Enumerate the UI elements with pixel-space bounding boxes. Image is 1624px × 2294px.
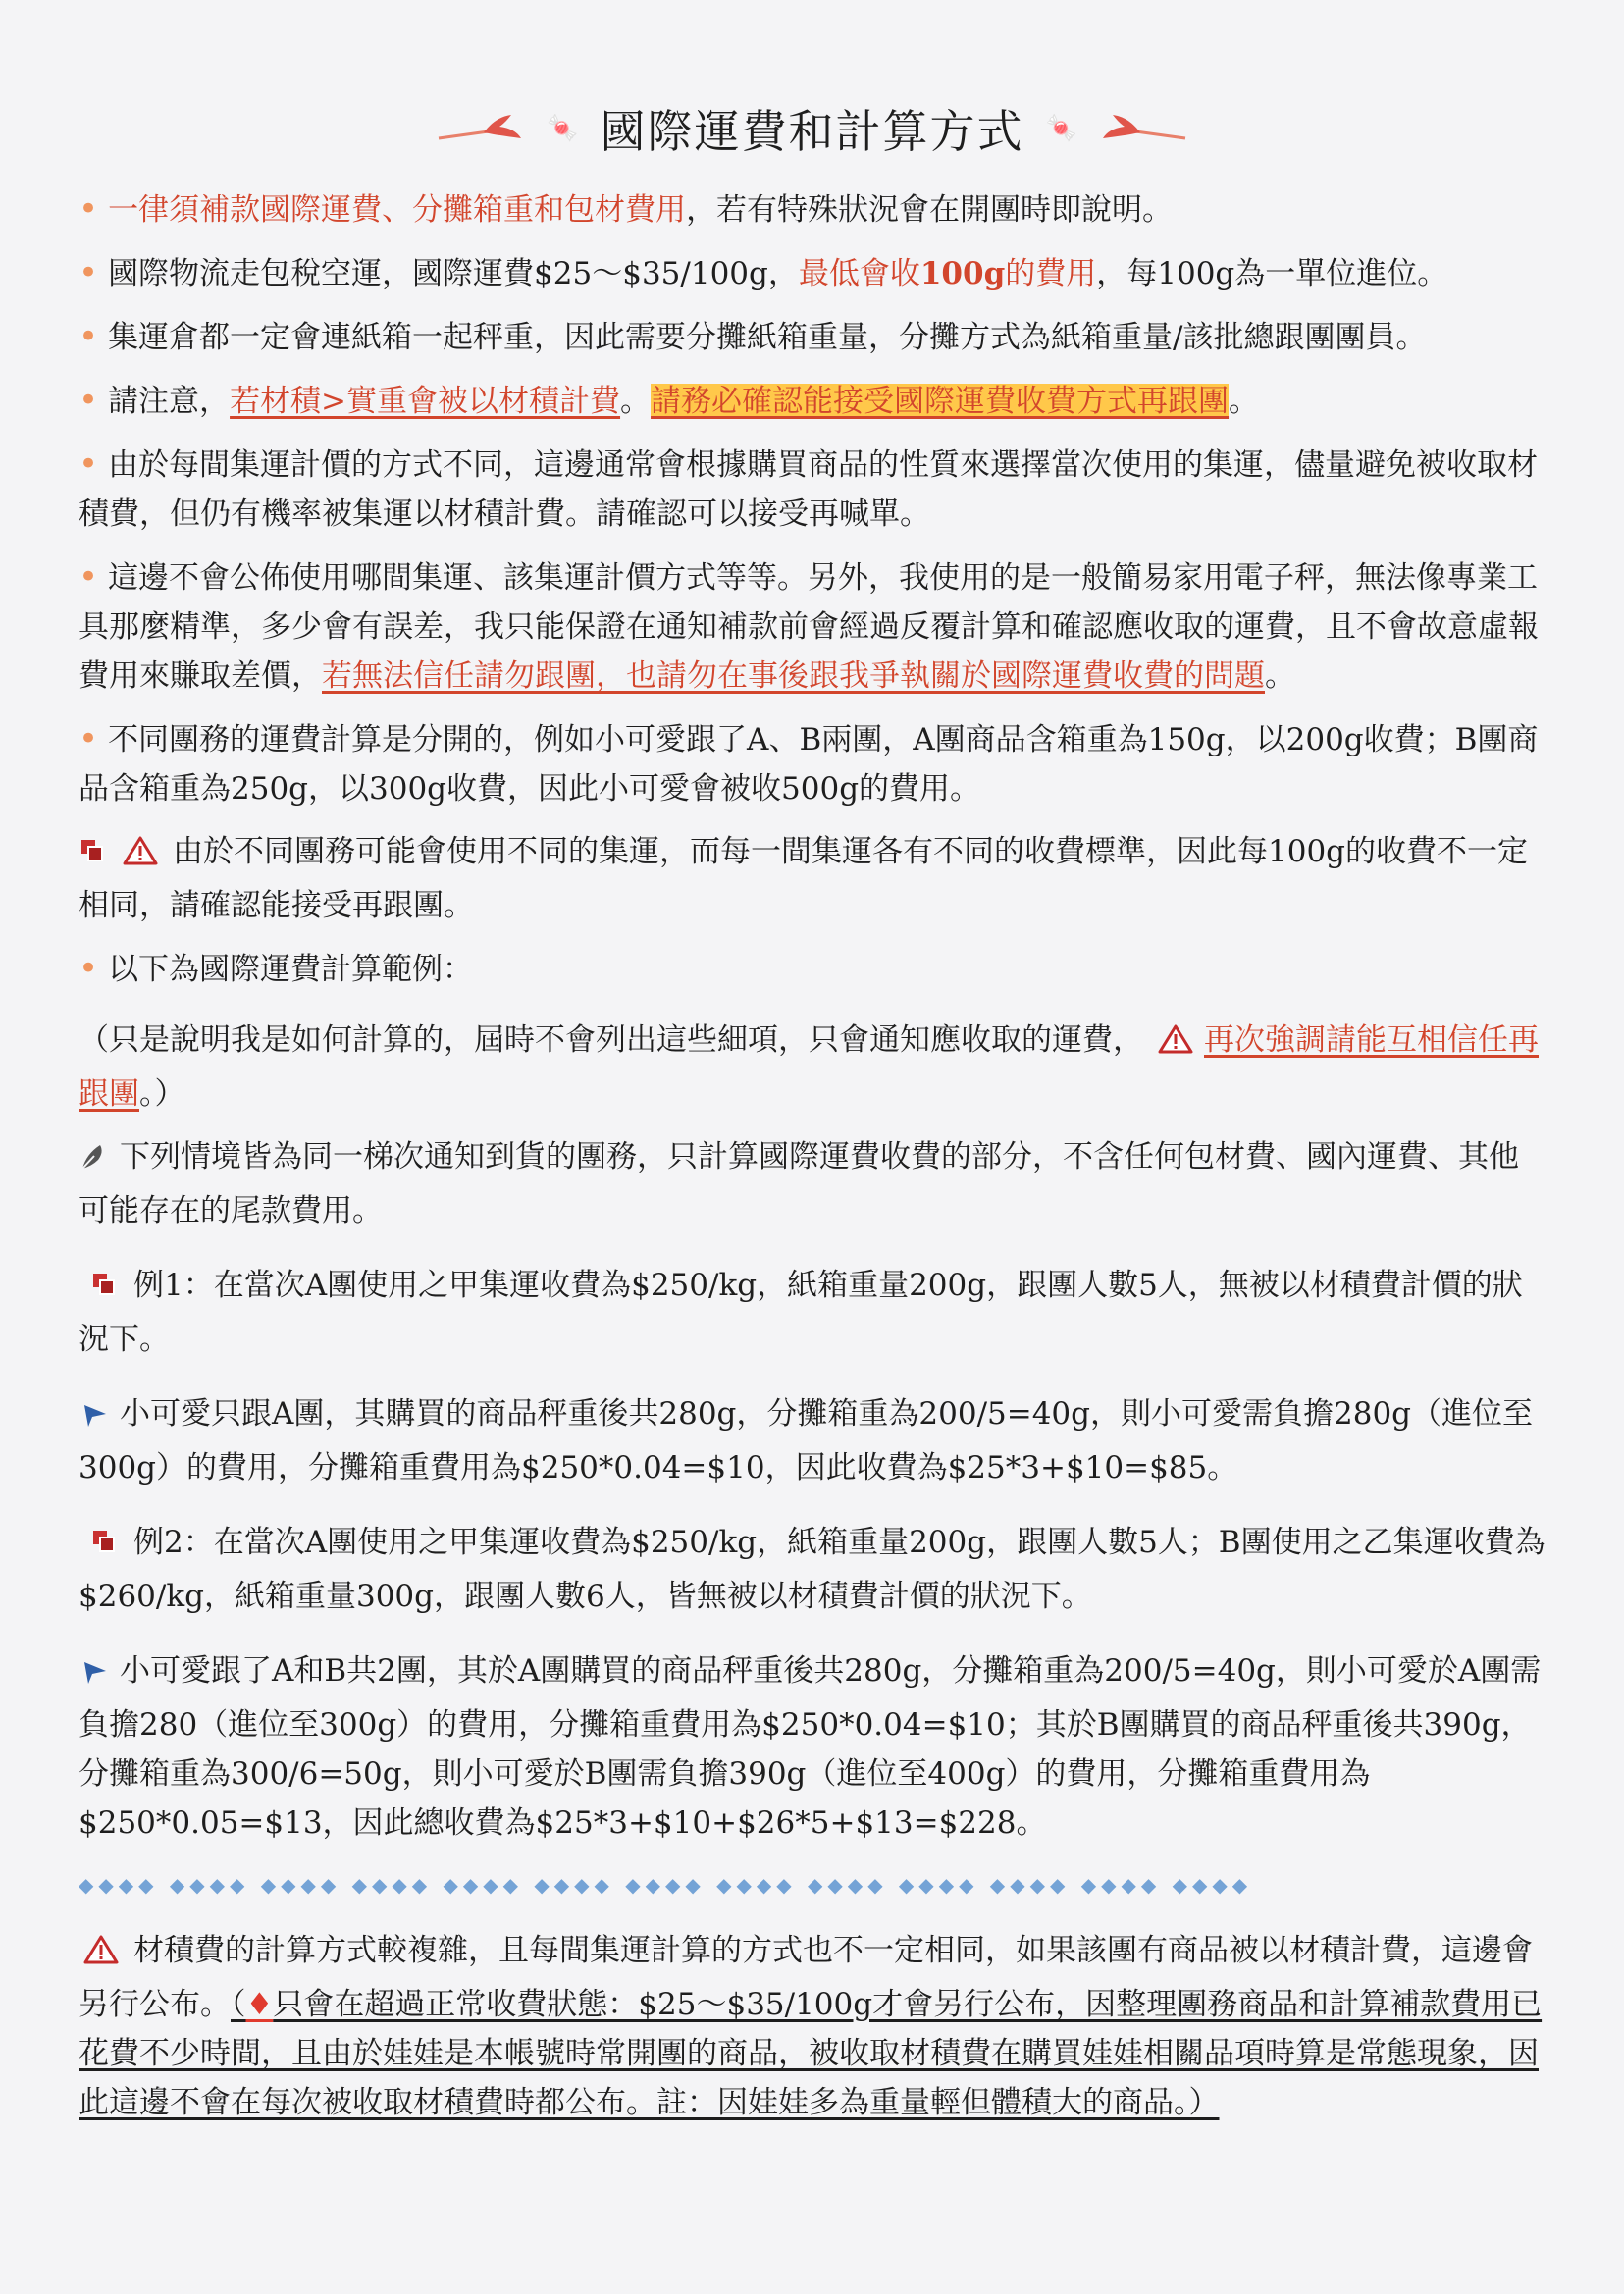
warning-icon bbox=[122, 832, 159, 881]
diamond-icon: ♦ bbox=[245, 1987, 274, 2022]
paragraph-1: • 一律須補款國際運費、分攤箱重和包材費用，若有特殊狀況會在開團時即說明。 bbox=[79, 189, 1174, 229]
copy-icon bbox=[90, 1523, 120, 1572]
arrow-icon bbox=[82, 1651, 108, 1700]
diamond-divider: ◆◆◆◆ ◆◆◆◆ ◆◆◆◆ ◆◆◆◆ ◆◆◆◆ ◆◆◆◆ ◆◆◆◆ ◆◆◆◆ ◆◆◆◆ ◆◆◆◆ ◆◆◆◆ ◆◆◆◆ ◆◆◆◆ bbox=[79, 1873, 1253, 1897]
pen-icon bbox=[79, 1137, 110, 1186]
paragraph-4: • 請注意，若材積>實重會被以材積計費。請務必確認能接受國際運費收費方式再跟團。 bbox=[79, 381, 1260, 420]
bird-icon bbox=[437, 109, 525, 148]
bullet-icon: • bbox=[79, 253, 99, 292]
bird-icon bbox=[1099, 109, 1187, 148]
bullet-icon: • bbox=[79, 949, 99, 988]
bullet-icon: • bbox=[79, 381, 99, 420]
page-title: 國際運費和計算方式 bbox=[600, 105, 1024, 158]
candy-icon: 🍬 bbox=[547, 114, 579, 143]
paragraph-8: 由於不同團務可能會使用不同的集運，而每一間集運各有不同的收費標準，因此每100g的收費不一定相同，請確認能接受再跟團。 bbox=[79, 834, 1529, 923]
paragraph-6: • 這邊不會公佈使用哪間集運、該集運計價方式等等。另外，我使用的是一般簡易家用電子秤，無法像專業工具那麼精準，多少會有誤差，我只能保證在通知補款前會經過反覆計算和確認應收取的運費，且不會故意虛報費用來賺取差價，若無法信任請勿跟團，也請勿在事後跟我爭執關於國際運費收費的問題。 bbox=[79, 557, 1539, 694]
bullet-icon: • bbox=[79, 189, 99, 229]
copy-icon bbox=[90, 1266, 120, 1315]
bullet-icon: • bbox=[79, 444, 99, 484]
arrow-icon bbox=[82, 1394, 108, 1443]
paragraph-5: • 由於每間集運計價的方式不同，這邊通常會根據購買商品的性質來選擇當次使用的集運，儘量避免被收取材積費，但仍有機率被集運以材積計費。請確認可以接受再喊單。 bbox=[79, 444, 1539, 532]
paragraph-3: • 集運倉都一定會連紙箱一起秤重，因此需要分攤紙箱重量，分攤方式為紙箱重量/該批總跟團團員。 bbox=[79, 317, 1427, 356]
bullet-icon: • bbox=[79, 317, 99, 356]
paragraph-9: • 以下為國際運費計算範例： bbox=[79, 949, 474, 988]
paragraph-2: • 國際物流走包稅空運，國際運費$25～$35/100g，最低會收100g的費用，每100g為一單位進位。 bbox=[79, 253, 1448, 292]
warning-icon bbox=[1157, 1020, 1194, 1069]
paragraph-7: • 不同團務的運費計算是分開的，例如小可愛跟了A、B兩團，A團商品含箱重為150g，以200g收費；B團商品含箱重為250g，以300g收費，因此小可愛會被收500g的費用。 bbox=[79, 719, 1539, 807]
bullet-icon: • bbox=[79, 557, 99, 597]
example-2-calculation: 小可愛跟了A和B共2團，其於A團購買的商品秤重後共280g，分攤箱重為200/5=40g，則小可愛於A團需負擔280（進位至300g）的費用，分攤箱重費用為$250*0.04=$10；其於B團購買的商品秤重後共390g，分攤箱重為300/6=50g，則小可愛於B團需負擔390g（進位至400g）的費用，分攤箱重費用為$250*0.05=$13，因此總收費為$25*3+$10+$26*5+$13=$228。 bbox=[79, 1653, 1542, 1841]
paragraph-10: （只是說明我是如何計算的，屆時不會列出這些細項，只會通知應收取的運費， 再次強調請能互相信任再跟團。） bbox=[79, 1022, 1539, 1112]
bullet-icon: • bbox=[79, 719, 99, 758]
example-1: 例1：在當次A團使用之甲集運收費為$250/kg，紙箱重量200g，跟團人數5人，無被以材積費計價的狀況下。 bbox=[79, 1268, 1523, 1357]
paragraph-11: 下列情境皆為同一梯次通知到貨的團務，只計算國際運費收費的部分，不含任何包材費、國內運費、其他可能存在的尾款費用。 bbox=[79, 1139, 1519, 1228]
copy-icon bbox=[79, 832, 108, 881]
paragraph-12: 材積費的計算方式較複雜，且每間集運計算的方式也不一定相同，如果該團有商品被以材積計費，這邊會另行公布。（♦只會在超過正常收費狀態：$25～$35/100g才會另行公布，因整理團務商品和計算補款費用已花費不少時間，且由於娃娃是本帳號時常開團的商品，被收取材積費在購買娃娃相關品項時算是常態現象，因此這邊不會在每次被收取材積費時都公布。註：因娃娃多為重量輕但體積大的商品。） bbox=[79, 1933, 1543, 2120]
title-row bbox=[79, 94, 1545, 163]
example-1-calculation: 小可愛只跟A團，其購買的商品秤重後共280g，分攤箱重為200/5=40g，則小可愛需負擔280g（進位至300g）的費用，分攤箱重費用為$250*0.04=$10，因此收費為$25*3+$10=$85。 bbox=[79, 1396, 1534, 1486]
warning-icon bbox=[82, 1931, 120, 1980]
example-2: 例2：在當次A團使用之甲集運收費為$250/kg，紙箱重量200g，跟團人數5人；B團使用之乙集運收費為$260/kg，紙箱重量300g，跟團人數6人，皆無被以材積費計價的狀況下。 bbox=[79, 1525, 1545, 1614]
candy-icon: 🍬 bbox=[1045, 114, 1077, 143]
